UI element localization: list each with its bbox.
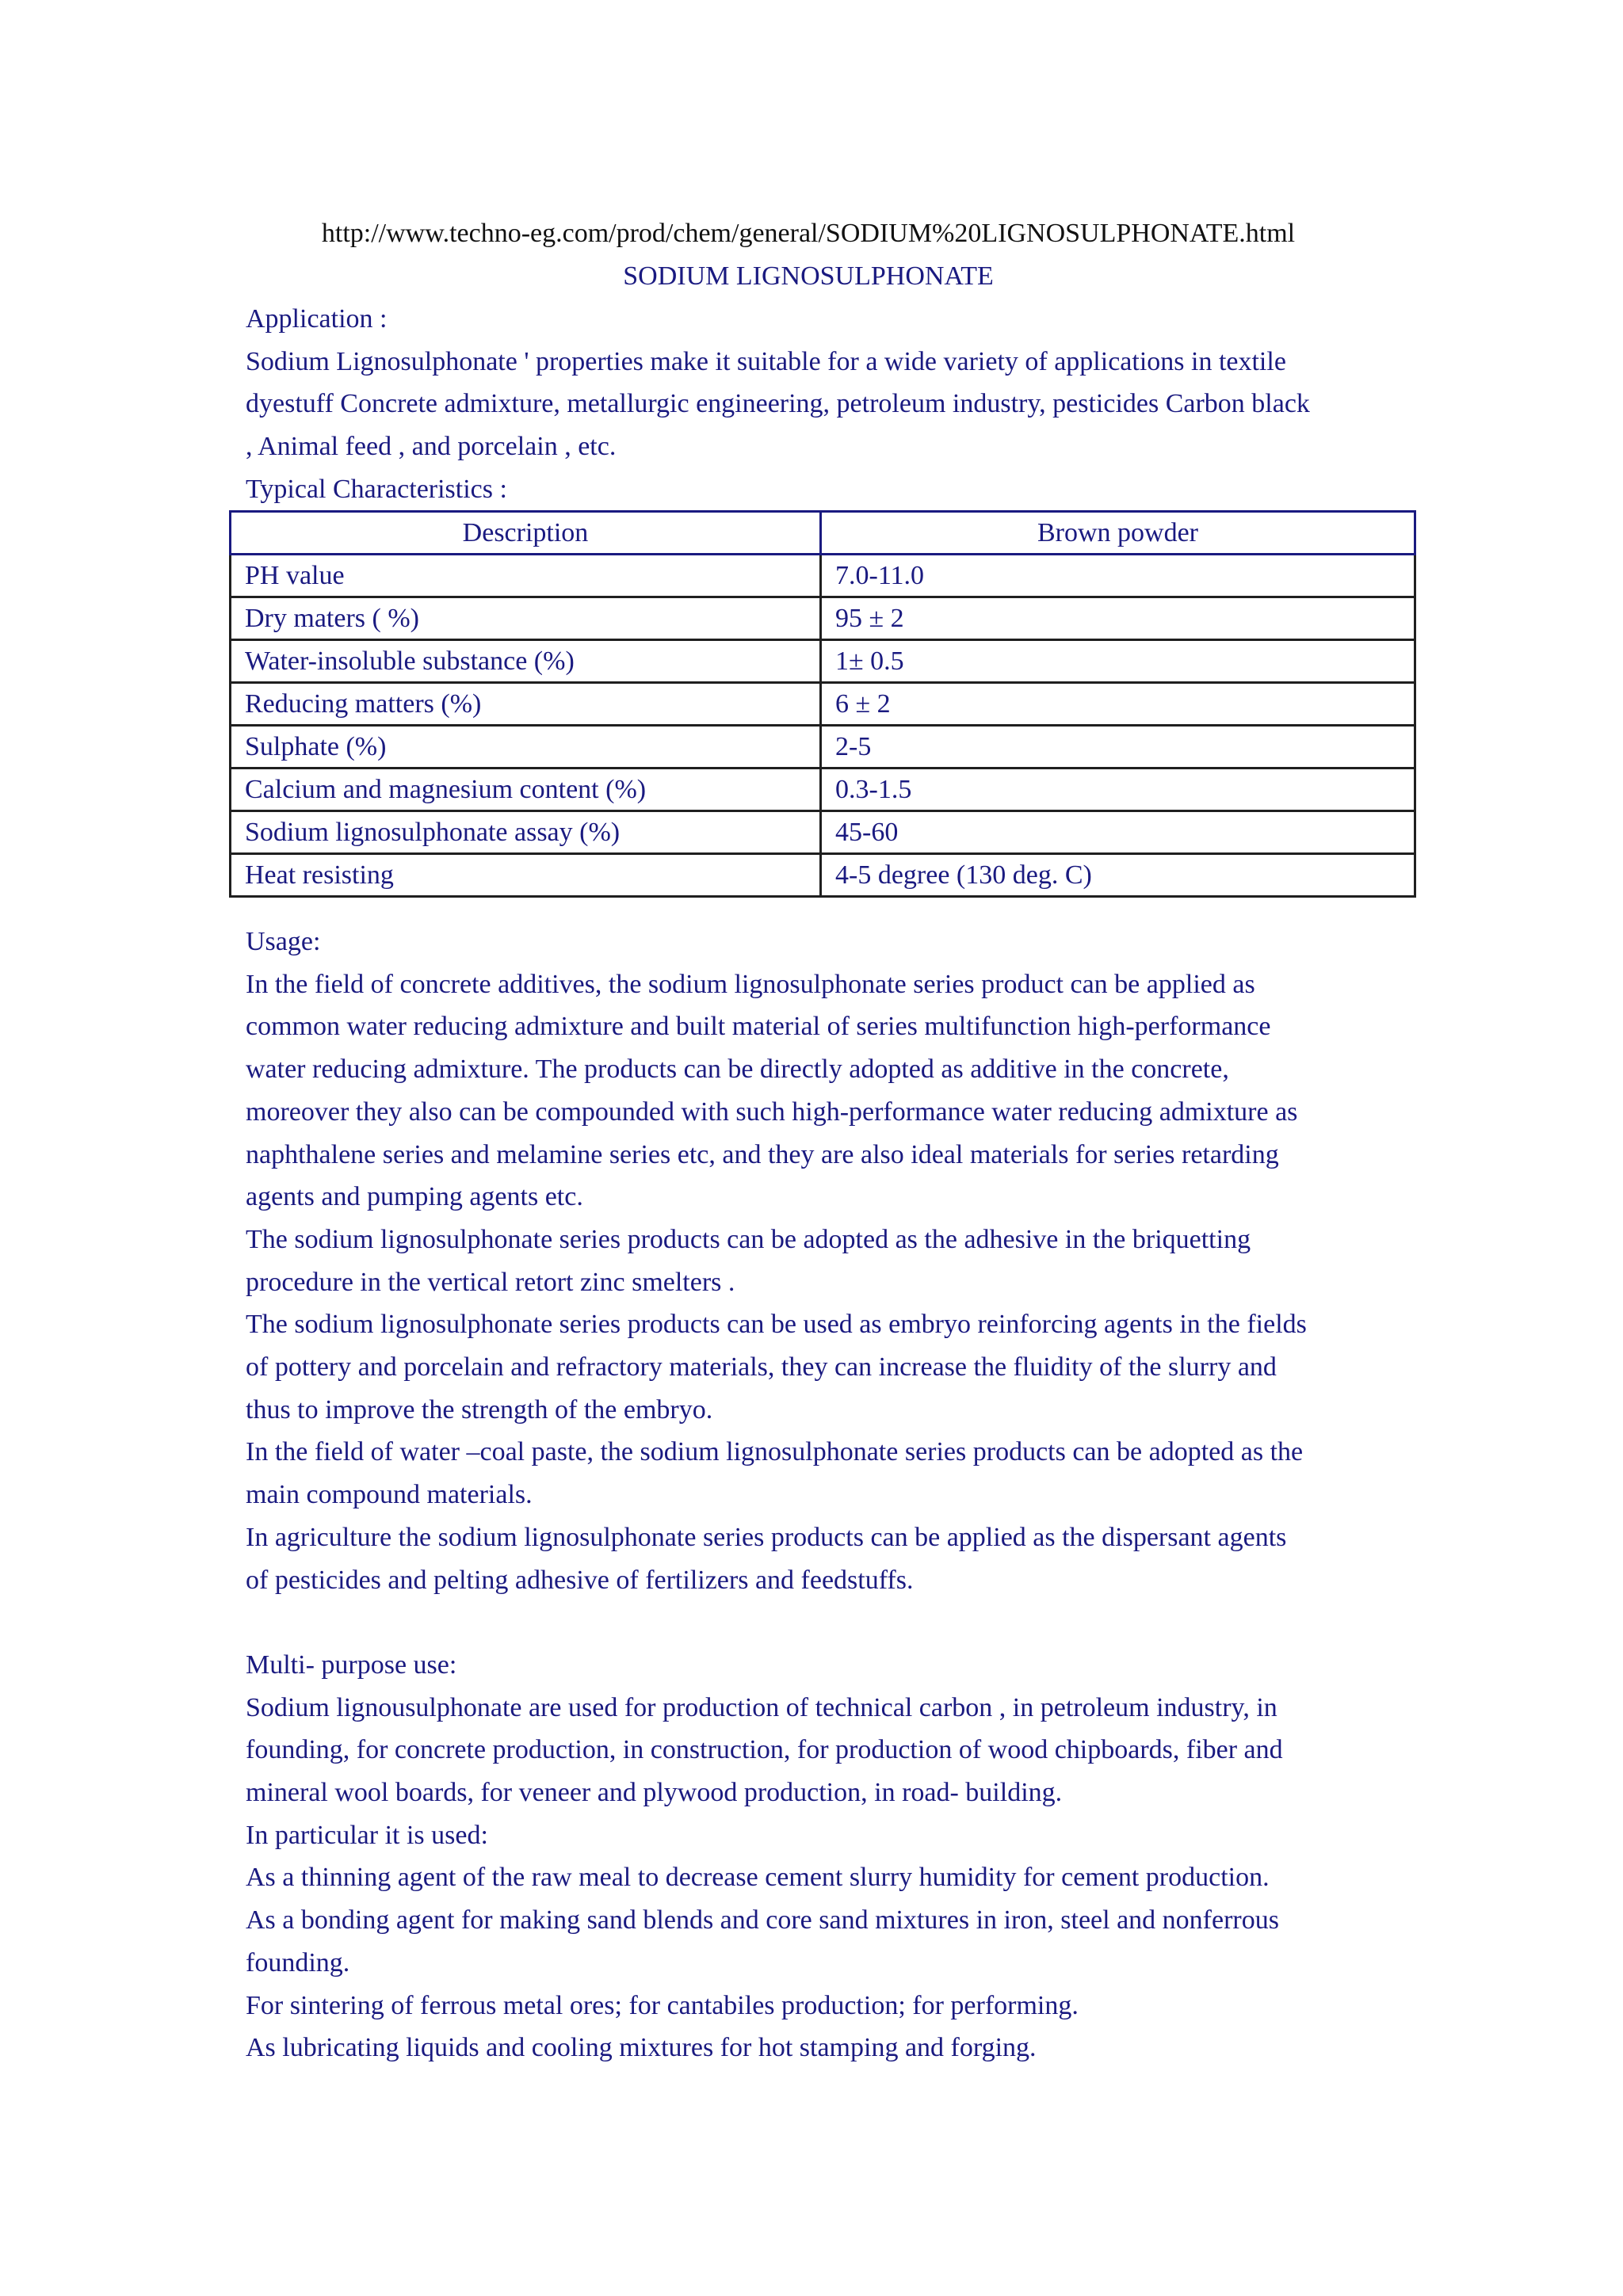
table-cell-value: 2-5: [821, 726, 1415, 769]
usage-line: water reducing admixture. The products can be directly adopted as additive in the concrete,: [246, 1055, 1229, 1085]
usage-line: common water reducing admixture and built material of series multifunction high-performance: [246, 1012, 1271, 1042]
multi-purpose-line: mineral wool boards, for veneer and plywood production, in road- building.: [246, 1778, 1063, 1808]
multi-purpose-line: As a thinning agent of the raw meal to decrease cement slurry humidity for cement production.: [246, 1863, 1270, 1893]
usage-line: The sodium lignosulphonate series products can be adopted as the adhesive in the briquetting: [246, 1224, 1251, 1254]
table-cell-value: 4-5 degree (130 deg. C): [821, 854, 1415, 897]
table-cell-property: Calcium and magnesium content (%): [231, 769, 821, 811]
table-row: [231, 640, 1415, 683]
table-row: [231, 811, 1415, 854]
application-line: dyestuff Concrete admixture, metallurgic engineering, petroleum industry, pesticides Carbon black: [246, 389, 1310, 419]
table-row: [231, 769, 1415, 811]
table-cell-value: 6 ± 2: [821, 683, 1415, 726]
usage-line: main compound materials.: [246, 1480, 533, 1510]
table-cell-property: Sulphate (%): [231, 726, 821, 769]
usage-line: procedure in the vertical retort zinc smelters .: [246, 1267, 735, 1297]
table-cell-property: Dry maters ( %): [231, 597, 821, 640]
multi-purpose-line: In particular it is used:: [246, 1820, 488, 1850]
table-row: [231, 854, 1415, 897]
usage-line: In the field of water –coal paste, the sodium lignosulphonate series products can be adopted as the: [246, 1437, 1304, 1467]
usage-line: In agriculture the sodium lignosulphonate series products can be applied as the dispersant agents: [246, 1522, 1287, 1552]
usage-heading: Usage:: [246, 927, 321, 956]
application-section: [246, 298, 1395, 511]
table-cell-value: 45-60: [821, 811, 1415, 854]
usage-line: naphthalene series and melamine series etc, and they are also ideal materials for series retarding: [246, 1139, 1279, 1169]
table-cell-property: Water-insoluble substance (%): [231, 640, 821, 683]
table-cell-value: 1± 0.5: [821, 640, 1415, 683]
characteristics-table: [229, 510, 1416, 898]
table-cell-value: 7.0-11.0: [821, 555, 1415, 597]
usage-line: In the field of concrete additives, the sodium lignosulphonate series product can be applied as: [246, 969, 1255, 999]
table-row: [231, 683, 1415, 726]
usage-line: of pottery and porcelain and refractory materials, they can increase the fluidity of the slurry and: [246, 1352, 1277, 1383]
table-header-description: Description: [231, 512, 821, 555]
multi-purpose-line: For sintering of ferrous metal ores; for cantabiles production; for performing.: [246, 1990, 1079, 2020]
usage-line: agents and pumping agents etc.: [246, 1182, 583, 1212]
multi-purpose-line: founding.: [246, 1947, 350, 1978]
table-cell-value: 95 ± 2: [821, 597, 1415, 640]
table-cell-value: 0.3-1.5: [821, 769, 1415, 811]
application-line: , Animal feed , and porcelain , etc.: [246, 432, 617, 462]
usage-line: moreover they also can be compounded with such high-performance water reducing admixture as: [246, 1097, 1298, 1127]
multi-purpose-line: founding, for concrete production, in construction, for production of wood chipboards, fiber and: [246, 1735, 1283, 1765]
typical-characteristics-heading: Typical Characteristics :: [246, 474, 507, 504]
usage-line: The sodium lignosulphonate series products can be used as embryo reinforcing agents in the fields: [246, 1310, 1307, 1340]
multi-purpose-line: Sodium lignousulphonate are used for production of technical carbon , in petroleum industry, in: [246, 1692, 1277, 1722]
table-row: [231, 597, 1415, 640]
table-cell-property: Heat resisting: [231, 854, 821, 897]
table-header-value: Brown powder: [821, 512, 1415, 555]
paragraph-spacer: [246, 1601, 1395, 1644]
multi-purpose-heading: Multi- purpose use:: [246, 1650, 457, 1680]
source-url: http://www.techno-eg.com/prod/chem/general/SODIUM%20LIGNOSULPHONATE.html: [321, 219, 1296, 248]
table-row: [231, 726, 1415, 769]
application-line: Sodium Lignosulphonate ' properties make it suitable for a wide variety of applications in textile: [246, 346, 1286, 376]
multi-purpose-line: As a bonding agent for making sand blends and core sand mixtures in iron, steel and nonferrous: [246, 1905, 1279, 1936]
application-heading: Application :: [246, 304, 388, 334]
multi-purpose-line: As lubricating liquids and cooling mixtures for hot stamping and forging.: [246, 2033, 1037, 2063]
document-title: SODIUM LIGNOSULPHONATE: [623, 261, 994, 291]
table-header-row: [231, 512, 1415, 555]
table-cell-property: Reducing matters (%): [231, 683, 821, 726]
usage-section: [246, 921, 1395, 2069]
table-cell-property: PH value: [231, 555, 821, 597]
table-row: [231, 555, 1415, 597]
table-cell-property: Sodium lignosulphonate assay (%): [231, 811, 821, 854]
usage-line: of pesticides and pelting adhesive of fertilizers and feedstuffs.: [246, 1565, 914, 1595]
usage-line: thus to improve the strength of the embryo.: [246, 1394, 713, 1425]
